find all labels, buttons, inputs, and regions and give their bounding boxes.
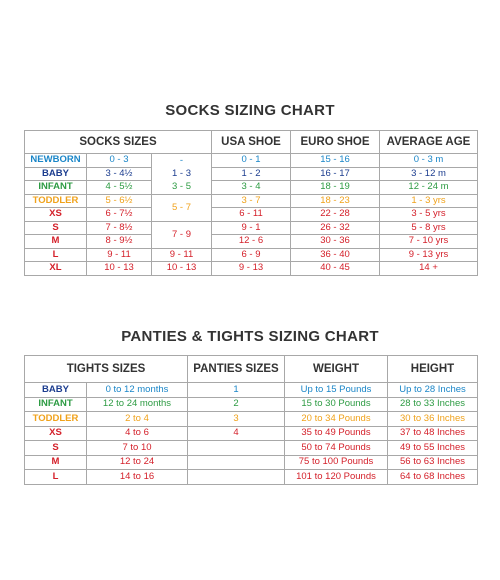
size-label: BABY (25, 383, 87, 398)
socks-alt-size-merged: 5 - 7 (152, 194, 212, 221)
euro-shoe: 26 - 32 (291, 221, 380, 235)
euro-shoe: 22 - 28 (291, 208, 380, 222)
socks-size: 9 - 11 (87, 248, 152, 262)
panties-size: 1 (188, 383, 285, 398)
usa-shoe: 9 - 1 (212, 221, 291, 235)
height: 56 to 63 Inches (388, 455, 478, 470)
weight: 15 to 30 Pounds (285, 397, 388, 412)
weight: 75 to 100 Pounds (285, 455, 388, 470)
usa-shoe: 6 - 9 (212, 248, 291, 262)
tights-header-row (25, 356, 478, 383)
socks-size: 4 - 5½ (87, 181, 152, 195)
usa-shoe: 1 - 2 (212, 167, 291, 181)
tights-size: 4 to 6 (87, 426, 188, 441)
euro-shoe-header: EURO SHOE (291, 131, 380, 154)
socks-alt-size-merged: 7 - 9 (152, 221, 212, 248)
average-age: 1 - 3 yrs (380, 194, 478, 208)
height: 28 to 33 Inches (388, 397, 478, 412)
usa-shoe: 12 - 6 (212, 235, 291, 249)
tights-size: 7 to 10 (87, 441, 188, 456)
table-row (25, 208, 478, 222)
socks-size: 8 - 9½ (87, 235, 152, 249)
size-label: TODDLER (25, 412, 87, 427)
table-row (25, 383, 478, 398)
euro-shoe: 16 - 17 (291, 167, 380, 181)
weight-header: WEIGHT (285, 356, 388, 383)
panties-sizes-header: PANTIES SIZES (188, 356, 285, 383)
socks-size: 10 - 13 (87, 262, 152, 276)
weight: Up to 15 Pounds (285, 383, 388, 398)
socks-alt-size: 3 - 5 (152, 181, 212, 195)
size-label: XS (25, 426, 87, 441)
average-age: 7 - 10 yrs (380, 235, 478, 249)
tights-sizing-table (24, 355, 478, 485)
socks-sizing-table (24, 130, 478, 276)
size-label: BABY (25, 167, 87, 181)
euro-shoe: 18 - 19 (291, 181, 380, 195)
euro-shoe: 18 - 23 (291, 194, 380, 208)
socks-size: 0 - 3 (87, 154, 152, 168)
socks-alt-size: 10 - 13 (152, 262, 212, 276)
socks-alt-size: - (152, 154, 212, 168)
weight: 35 to 49 Pounds (285, 426, 388, 441)
tights-size: 0 to 12 months (87, 383, 188, 398)
tights-chart-title: PANTIES & TIGHTS SIZING CHART (121, 328, 379, 345)
size-label: XS (25, 208, 87, 222)
tights-size: 14 to 16 (87, 470, 188, 485)
table-row (25, 397, 478, 412)
usa-shoe: 9 - 13 (212, 262, 291, 276)
size-label: M (25, 235, 87, 249)
average-age: 5 - 8 yrs (380, 221, 478, 235)
socks-size: 7 - 8½ (87, 221, 152, 235)
table-row (25, 181, 478, 195)
size-label: TODDLER (25, 194, 87, 208)
average-age: 0 - 3 m (380, 154, 478, 168)
table-row (25, 248, 478, 262)
socks-chart-title: SOCKS SIZING CHART (165, 102, 335, 119)
tights-size: 12 to 24 months (87, 397, 188, 412)
average-age: 14 + (380, 262, 478, 276)
size-label: S (25, 221, 87, 235)
panties-size (188, 470, 285, 485)
table-row (25, 455, 478, 470)
height: 30 to 36 Inches (388, 412, 478, 427)
height: 64 to 68 Inches (388, 470, 478, 485)
euro-shoe: 40 - 45 (291, 262, 380, 276)
height: 49 to 55 Inches (388, 441, 478, 456)
euro-shoe: 36 - 40 (291, 248, 380, 262)
height: Up to 28 Inches (388, 383, 478, 398)
tights-size: 12 to 24 (87, 455, 188, 470)
table-row (25, 470, 478, 485)
panties-size: 4 (188, 426, 285, 441)
size-label: NEWBORN (25, 154, 87, 168)
usa-shoe: 3 - 4 (212, 181, 291, 195)
socks-size: 5 - 6½ (87, 194, 152, 208)
average-age: 12 - 24 m (380, 181, 478, 195)
table-row (25, 167, 478, 181)
socks-size: 6 - 7½ (87, 208, 152, 222)
table-row (25, 426, 478, 441)
table-row (25, 194, 478, 208)
usa-shoe: 6 - 11 (212, 208, 291, 222)
table-row (25, 262, 478, 276)
height: 37 to 48 Inches (388, 426, 478, 441)
size-label: INFANT (25, 181, 87, 195)
table-row (25, 154, 478, 168)
panties-size: 3 (188, 412, 285, 427)
usa-shoe: 3 - 7 (212, 194, 291, 208)
size-label: M (25, 455, 87, 470)
average-age: 3 - 12 m (380, 167, 478, 181)
size-label: XL (25, 262, 87, 276)
table-row (25, 412, 478, 427)
average-age: 3 - 5 yrs (380, 208, 478, 222)
socks-header-row (25, 131, 478, 154)
table-row (25, 441, 478, 456)
average-age-header: AVERAGE AGE (380, 131, 478, 154)
socks-sizes-header: SOCKS SIZES (25, 131, 212, 154)
socks-size: 3 - 4½ (87, 167, 152, 181)
panties-size (188, 455, 285, 470)
usa-shoe-header: USA SHOE (212, 131, 291, 154)
usa-shoe: 0 - 1 (212, 154, 291, 168)
size-label: L (25, 470, 87, 485)
tights-size: 2 to 4 (87, 412, 188, 427)
euro-shoe: 15 - 16 (291, 154, 380, 168)
tights-sizes-header: TIGHTS SIZES (25, 356, 188, 383)
euro-shoe: 30 - 36 (291, 235, 380, 249)
socks-alt-size: 1 - 3 (152, 167, 212, 181)
size-label: L (25, 248, 87, 262)
size-label: INFANT (25, 397, 87, 412)
socks-alt-size: 9 - 11 (152, 248, 212, 262)
weight: 50 to 74 Pounds (285, 441, 388, 456)
size-label: S (25, 441, 87, 456)
height-header: HEIGHT (388, 356, 478, 383)
table-row (25, 235, 478, 249)
table-row (25, 221, 478, 235)
panties-size (188, 441, 285, 456)
panties-size: 2 (188, 397, 285, 412)
weight: 101 to 120 Pounds (285, 470, 388, 485)
weight: 20 to 34 Pounds (285, 412, 388, 427)
average-age: 9 - 13 yrs (380, 248, 478, 262)
